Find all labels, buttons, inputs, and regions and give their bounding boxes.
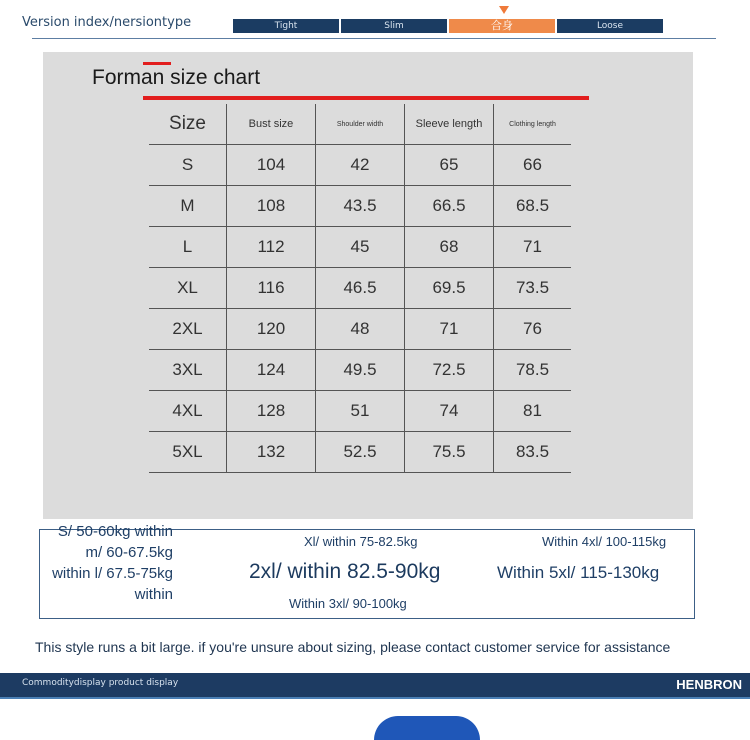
cell-size: 5XL [149,432,227,473]
table-row [149,227,571,268]
cell-bust: 112 [227,227,316,268]
version-index-label: Version index/nersiontype [22,15,192,30]
product-display-banner [0,673,750,697]
col-bust-size: Bust size [227,104,316,145]
table-row [149,145,571,186]
cell-sleeve: 65 [405,145,494,186]
cell-shoulder: 51 [316,391,405,432]
col-shoulder-width: Shoulder width [316,104,405,145]
cell-shoulder: 42 [316,145,405,186]
cell-size: S [149,145,227,186]
weight-guide-2xl: 2xl/ within 82.5-90kg [249,560,441,583]
cell-sleeve: 69.5 [405,268,494,309]
product-display-label: Commoditydisplay product display [22,678,179,688]
cell-sleeve: 75.5 [405,432,494,473]
cell-sleeve: 68 [405,227,494,268]
cell-shoulder: 46.5 [316,268,405,309]
weight-guide-xl: Xl/ within 75-82.5kg [304,534,418,549]
table-row [149,186,571,227]
cell-clothing: 81 [494,391,572,432]
cell-sleeve: 71 [405,309,494,350]
col-clothing-length: Clothing length [494,104,572,145]
cell-bust: 124 [227,350,316,391]
table-row [149,309,571,350]
cell-clothing: 71 [494,227,572,268]
weight-guide-s-m-l: S/ 50-60kg within m/ 60-67.5kg within l/ 67.5-75kg within [52,523,173,603]
cell-shoulder: 48 [316,309,405,350]
tab-regular-fit[interactable]: 合身 [449,19,555,33]
cell-size: M [149,186,227,227]
table-row [149,432,571,473]
cell-size: XL [149,268,227,309]
tab-loose[interactable]: Loose [557,19,663,33]
cell-clothing: 78.5 [494,350,572,391]
tab-tight[interactable]: Tight [233,19,339,33]
header-divider [32,38,716,39]
title-accent-bar [143,62,171,65]
cell-size: 2XL [149,309,227,350]
weight-guide-3xl: Within 3xl/ 90-100kg [289,596,407,611]
cell-shoulder: 45 [316,227,405,268]
cell-clothing: 76 [494,309,572,350]
title-underline [143,96,589,100]
cell-bust: 108 [227,186,316,227]
cell-sleeve: 66.5 [405,186,494,227]
table-row [149,350,571,391]
col-sleeve-length: Sleeve length [405,104,494,145]
cell-sleeve: 72.5 [405,350,494,391]
fit-type-tabs [233,19,665,33]
cell-clothing: 68.5 [494,186,572,227]
cell-bust: 132 [227,432,316,473]
cell-shoulder: 52.5 [316,432,405,473]
cell-size: 3XL [149,350,227,391]
cell-bust: 104 [227,145,316,186]
cell-clothing: 73.5 [494,268,572,309]
brand-logo: HENBRON [676,677,742,692]
cell-clothing: 66 [494,145,572,186]
active-fit-indicator-icon [499,6,509,14]
col-size: Size [149,104,227,145]
product-image-preview [374,716,480,740]
cell-bust: 128 [227,391,316,432]
table-row [149,391,571,432]
table-row [149,268,571,309]
banner-accent-line [0,697,750,699]
tab-slim[interactable]: Slim [341,19,447,33]
sizing-note: This style runs a bit large. if you're unsure about sizing, please contact customer service for assistance [35,639,671,655]
cell-size: L [149,227,227,268]
weight-guide-5xl: Within 5xl/ 115-130kg [497,563,660,582]
cell-shoulder: 49.5 [316,350,405,391]
weight-guide-4xl: Within 4xl/ 100-115kg [542,534,667,549]
size-table [149,104,571,473]
cell-bust: 116 [227,268,316,309]
cell-bust: 120 [227,309,316,350]
cell-shoulder: 43.5 [316,186,405,227]
table-header-row [149,104,571,145]
cell-sleeve: 74 [405,391,494,432]
cell-size: 4XL [149,391,227,432]
cell-clothing: 83.5 [494,432,572,473]
size-chart-title: Forman size chart [92,66,261,89]
